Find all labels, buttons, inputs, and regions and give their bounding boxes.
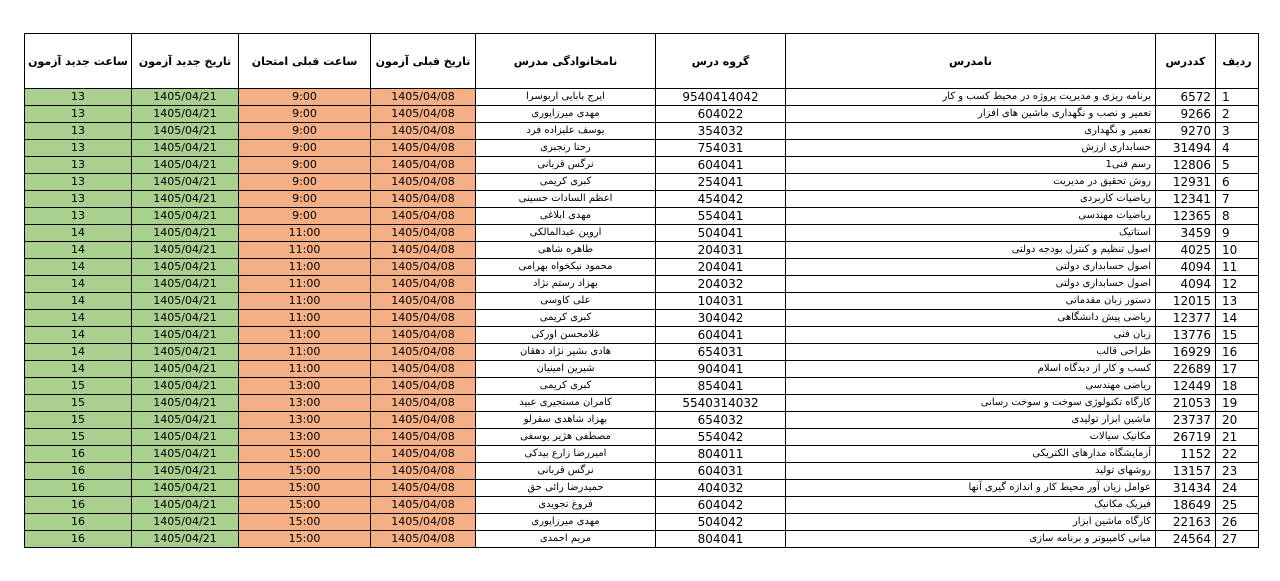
cell-prev-date: 1405/04/08: [371, 191, 476, 208]
cell-new-date: 1405/04/21: [132, 361, 239, 378]
cell-prev-time: 13:00: [239, 395, 371, 412]
cell-code: 9270: [1156, 123, 1216, 140]
cell-new-date: 1405/04/21: [132, 378, 239, 395]
cell-new-time: 13: [25, 174, 132, 191]
cell-new-date: 1405/04/21: [132, 480, 239, 497]
cell-prev-time: 9:00: [239, 123, 371, 140]
cell-index: 19: [1216, 395, 1259, 412]
cell-new-time: 14: [25, 276, 132, 293]
table-row: [25, 106, 1259, 123]
cell-teacher: یوسف علیزاده فرد: [476, 123, 656, 140]
cell-code: 21053: [1156, 395, 1216, 412]
cell-new-date: 1405/04/21: [132, 123, 239, 140]
header-teacher: نامخانوادگی مدرس: [476, 34, 656, 89]
cell-index: 27: [1216, 531, 1259, 548]
cell-teacher: محمود نیکخواه بهرامی: [476, 259, 656, 276]
cell-prev-date: 1405/04/08: [371, 259, 476, 276]
cell-prev-date: 1405/04/08: [371, 497, 476, 514]
cell-course: اصول حسابداری دولتی: [786, 259, 1156, 276]
cell-course: ماشین ابزار تولیدی: [786, 412, 1156, 429]
cell-course: رسم فنی1: [786, 157, 1156, 174]
cell-group: 804041: [656, 531, 786, 548]
cell-prev-date: 1405/04/08: [371, 174, 476, 191]
cell-index: 15: [1216, 327, 1259, 344]
cell-code: 4025: [1156, 242, 1216, 259]
cell-prev-time: 15:00: [239, 463, 371, 480]
cell-index: 26: [1216, 514, 1259, 531]
cell-new-time: 16: [25, 497, 132, 514]
cell-new-date: 1405/04/21: [132, 395, 239, 412]
cell-code: 6572: [1156, 89, 1216, 106]
cell-prev-date: 1405/04/08: [371, 429, 476, 446]
cell-prev-date: 1405/04/08: [371, 327, 476, 344]
cell-index: 20: [1216, 412, 1259, 429]
cell-code: 22163: [1156, 514, 1216, 531]
cell-course: ریاضیات مهندسی: [786, 208, 1156, 225]
cell-course: زبان فنی: [786, 327, 1156, 344]
cell-prev-time: 9:00: [239, 174, 371, 191]
cell-prev-time: 9:00: [239, 208, 371, 225]
table-row: [25, 395, 1259, 412]
cell-group: 654032: [656, 412, 786, 429]
table-row: [25, 497, 1259, 514]
cell-teacher: نرگس قربانی: [476, 463, 656, 480]
cell-new-date: 1405/04/21: [132, 514, 239, 531]
cell-new-time: 13: [25, 208, 132, 225]
cell-code: 9266: [1156, 106, 1216, 123]
cell-prev-time: 11:00: [239, 361, 371, 378]
cell-group: 904041: [656, 361, 786, 378]
cell-prev-time: 11:00: [239, 242, 371, 259]
cell-course: ریاضیات کاربردی: [786, 191, 1156, 208]
cell-code: 3459: [1156, 225, 1216, 242]
cell-prev-time: 15:00: [239, 531, 371, 548]
cell-group: 104031: [656, 293, 786, 310]
cell-new-date: 1405/04/21: [132, 208, 239, 225]
cell-code: 22689: [1156, 361, 1216, 378]
cell-prev-date: 1405/04/08: [371, 242, 476, 259]
cell-group: 554041: [656, 208, 786, 225]
cell-course: کارگاه تکنولوژی سوخت و سوخت رسانی: [786, 395, 1156, 412]
cell-course: کارگاه ماشین ابزار: [786, 514, 1156, 531]
table-row: [25, 191, 1259, 208]
cell-course: کسب و کار از دیدگاه اسلام: [786, 361, 1156, 378]
cell-teacher: نرگس قربانی: [476, 157, 656, 174]
table-row: [25, 276, 1259, 293]
cell-new-time: 16: [25, 480, 132, 497]
cell-teacher: رحنا رنجبری: [476, 140, 656, 157]
cell-prev-time: 11:00: [239, 310, 371, 327]
table-body: [25, 89, 1259, 548]
table-row: [25, 157, 1259, 174]
table-row: [25, 208, 1259, 225]
cell-new-date: 1405/04/21: [132, 140, 239, 157]
cell-prev-date: 1405/04/08: [371, 106, 476, 123]
cell-teacher: فروغ تجویدی: [476, 497, 656, 514]
cell-prev-time: 13:00: [239, 429, 371, 446]
cell-new-date: 1405/04/21: [132, 191, 239, 208]
cell-index: 14: [1216, 310, 1259, 327]
table-row: [25, 259, 1259, 276]
cell-teacher: مصطفی هژیر یوسفی: [476, 429, 656, 446]
cell-new-time: 13: [25, 140, 132, 157]
cell-new-date: 1405/04/21: [132, 259, 239, 276]
cell-new-date: 1405/04/21: [132, 106, 239, 123]
cell-teacher: شیرین امینیان: [476, 361, 656, 378]
cell-code: 12931: [1156, 174, 1216, 191]
cell-prev-date: 1405/04/08: [371, 123, 476, 140]
table-row: [25, 429, 1259, 446]
cell-new-time: 15: [25, 395, 132, 412]
cell-teacher: کبری کریمی: [476, 378, 656, 395]
cell-prev-date: 1405/04/08: [371, 208, 476, 225]
cell-index: 12: [1216, 276, 1259, 293]
cell-index: 24: [1216, 480, 1259, 497]
cell-index: 23: [1216, 463, 1259, 480]
cell-prev-date: 1405/04/08: [371, 480, 476, 497]
cell-code: 18649: [1156, 497, 1216, 514]
table-row: [25, 310, 1259, 327]
cell-prev-time: 11:00: [239, 344, 371, 361]
cell-prev-date: 1405/04/08: [371, 310, 476, 327]
cell-new-time: 14: [25, 361, 132, 378]
cell-prev-date: 1405/04/08: [371, 531, 476, 548]
cell-prev-date: 1405/04/08: [371, 276, 476, 293]
cell-prev-time: 9:00: [239, 157, 371, 174]
cell-prev-date: 1405/04/08: [371, 89, 476, 106]
cell-group: 804011: [656, 446, 786, 463]
table-row: [25, 89, 1259, 106]
cell-course: مبانی کامپیوتر و برنامه سازی: [786, 531, 1156, 548]
cell-code: 31494: [1156, 140, 1216, 157]
cell-prev-date: 1405/04/08: [371, 140, 476, 157]
cell-teacher: مهدی میرزاپوری: [476, 514, 656, 531]
cell-index: 1: [1216, 89, 1259, 106]
cell-course: طراحی قالب: [786, 344, 1156, 361]
table-row: [25, 463, 1259, 480]
table-row: [25, 514, 1259, 531]
cell-new-time: 13: [25, 89, 132, 106]
cell-prev-time: 15:00: [239, 497, 371, 514]
cell-course: روش تحقیق در مدیریت: [786, 174, 1156, 191]
cell-index: 9: [1216, 225, 1259, 242]
cell-new-date: 1405/04/21: [132, 412, 239, 429]
header-code: كددرس: [1156, 34, 1216, 89]
cell-code: 12806: [1156, 157, 1216, 174]
cell-new-date: 1405/04/21: [132, 276, 239, 293]
cell-course: تعمیر و نصب و نگهداری ماشین های افزار: [786, 106, 1156, 123]
cell-index: 25: [1216, 497, 1259, 514]
header-prev-time: ساعت قبلی امتحان: [239, 34, 371, 89]
cell-teacher: طاهره شاهی: [476, 242, 656, 259]
cell-new-time: 14: [25, 310, 132, 327]
cell-new-time: 13: [25, 191, 132, 208]
table-row: [25, 293, 1259, 310]
table-row: [25, 531, 1259, 548]
cell-teacher: اروین عبدالمالکی: [476, 225, 656, 242]
cell-course: ریاضی مهندسی: [786, 378, 1156, 395]
table-row: [25, 361, 1259, 378]
cell-prev-time: 13:00: [239, 412, 371, 429]
cell-code: 12365: [1156, 208, 1216, 225]
cell-new-time: 13: [25, 123, 132, 140]
cell-code: 12449: [1156, 378, 1216, 395]
header-new-date: تاریخ جدید آزمون: [132, 34, 239, 89]
cell-prev-time: 15:00: [239, 446, 371, 463]
cell-group: 604042: [656, 497, 786, 514]
cell-course: اصول حسابداری دولتی: [786, 276, 1156, 293]
table-row: [25, 378, 1259, 395]
cell-group: 754031: [656, 140, 786, 157]
cell-index: 11: [1216, 259, 1259, 276]
cell-teacher: علی کاوسی: [476, 293, 656, 310]
cell-prev-date: 1405/04/08: [371, 157, 476, 174]
cell-group: 604022: [656, 106, 786, 123]
cell-prev-date: 1405/04/08: [371, 395, 476, 412]
cell-teacher: اعظم السادات حسینی: [476, 191, 656, 208]
cell-group: 504042: [656, 514, 786, 531]
header-group: گروه درس: [656, 34, 786, 89]
cell-prev-date: 1405/04/08: [371, 361, 476, 378]
cell-new-time: 16: [25, 531, 132, 548]
cell-new-time: 15: [25, 429, 132, 446]
cell-code: 23737: [1156, 412, 1216, 429]
cell-new-date: 1405/04/21: [132, 310, 239, 327]
cell-prev-time: 15:00: [239, 514, 371, 531]
table-row: [25, 140, 1259, 157]
cell-prev-time: 9:00: [239, 89, 371, 106]
cell-course: آزمایشگاه مدارهای الکتریکی: [786, 446, 1156, 463]
cell-prev-time: 11:00: [239, 293, 371, 310]
exam-schedule: [24, 33, 1259, 548]
table-row: [25, 242, 1259, 259]
cell-teacher: ایرج بابایی اربوسرا: [476, 89, 656, 106]
cell-course: اصول تنظیم و کنترل بودجه دولتی: [786, 242, 1156, 259]
cell-new-date: 1405/04/21: [132, 174, 239, 191]
cell-prev-date: 1405/04/08: [371, 514, 476, 531]
cell-code: 12015: [1156, 293, 1216, 310]
cell-new-date: 1405/04/21: [132, 463, 239, 480]
cell-group: 404032: [656, 480, 786, 497]
cell-prev-time: 9:00: [239, 106, 371, 123]
cell-new-time: 14: [25, 327, 132, 344]
cell-group: 204031: [656, 242, 786, 259]
cell-prev-date: 1405/04/08: [371, 225, 476, 242]
cell-prev-date: 1405/04/08: [371, 344, 476, 361]
cell-group: 554042: [656, 429, 786, 446]
cell-new-time: 15: [25, 378, 132, 395]
cell-group: 204032: [656, 276, 786, 293]
cell-code: 12377: [1156, 310, 1216, 327]
exam-schedule-table: [24, 33, 1259, 548]
cell-index: 22: [1216, 446, 1259, 463]
cell-new-time: 16: [25, 463, 132, 480]
cell-prev-date: 1405/04/08: [371, 463, 476, 480]
cell-code: 13776: [1156, 327, 1216, 344]
cell-teacher: غلامحسن اورکی: [476, 327, 656, 344]
cell-group: 604041: [656, 157, 786, 174]
cell-new-date: 1405/04/21: [132, 89, 239, 106]
table-row: [25, 344, 1259, 361]
cell-code: 24564: [1156, 531, 1216, 548]
cell-new-time: 16: [25, 446, 132, 463]
cell-group: 354032: [656, 123, 786, 140]
cell-new-date: 1405/04/21: [132, 429, 239, 446]
table-row: [25, 174, 1259, 191]
cell-code: 13157: [1156, 463, 1216, 480]
header-prev-date: تاریخ قبلی آزمون: [371, 34, 476, 89]
table-row: [25, 446, 1259, 463]
cell-index: 4: [1216, 140, 1259, 157]
cell-index: 8: [1216, 208, 1259, 225]
cell-new-time: 15: [25, 412, 132, 429]
cell-group: 654031: [656, 344, 786, 361]
header-index: رديف: [1216, 34, 1259, 89]
cell-group: 504041: [656, 225, 786, 242]
table-row: [25, 123, 1259, 140]
cell-prev-date: 1405/04/08: [371, 293, 476, 310]
cell-teacher: کامران مستجیری عبید: [476, 395, 656, 412]
cell-teacher: کبری کریمی: [476, 310, 656, 327]
cell-group: 9540414042: [656, 89, 786, 106]
cell-prev-time: 9:00: [239, 140, 371, 157]
cell-prev-date: 1405/04/08: [371, 412, 476, 429]
cell-code: 16929: [1156, 344, 1216, 361]
cell-index: 7: [1216, 191, 1259, 208]
cell-course: روشهای تولید: [786, 463, 1156, 480]
cell-new-time: 14: [25, 293, 132, 310]
cell-teacher: هادی بشیر نژاد دهقان: [476, 344, 656, 361]
cell-new-time: 13: [25, 157, 132, 174]
cell-teacher: بهزاد رستم نژاد: [476, 276, 656, 293]
cell-course: برنامه ریزی و مدیریت پروژه در محیط کسب و کار: [786, 89, 1156, 106]
cell-group: 454042: [656, 191, 786, 208]
cell-teacher: کبری کریمی: [476, 174, 656, 191]
header-new-time: ساعت جدید آزمون: [25, 34, 132, 89]
cell-group: 604041: [656, 327, 786, 344]
cell-code: 1152: [1156, 446, 1216, 463]
cell-new-date: 1405/04/21: [132, 157, 239, 174]
cell-group: 204041: [656, 259, 786, 276]
cell-code: 26719: [1156, 429, 1216, 446]
cell-group: 604031: [656, 463, 786, 480]
cell-group: 254041: [656, 174, 786, 191]
cell-new-date: 1405/04/21: [132, 293, 239, 310]
cell-course: استاتیک: [786, 225, 1156, 242]
cell-new-date: 1405/04/21: [132, 242, 239, 259]
cell-index: 2: [1216, 106, 1259, 123]
cell-prev-date: 1405/04/08: [371, 378, 476, 395]
cell-index: 10: [1216, 242, 1259, 259]
cell-new-time: 14: [25, 344, 132, 361]
cell-new-date: 1405/04/21: [132, 446, 239, 463]
cell-new-date: 1405/04/21: [132, 344, 239, 361]
cell-group: 304042: [656, 310, 786, 327]
cell-course: تعمیر و نگهداری: [786, 123, 1156, 140]
cell-course: حسابداری ارزش: [786, 140, 1156, 157]
cell-teacher: مریم احمدی: [476, 531, 656, 548]
cell-new-time: 14: [25, 225, 132, 242]
cell-course: مکانیک سیالات: [786, 429, 1156, 446]
cell-new-time: 16: [25, 514, 132, 531]
cell-prev-time: 15:00: [239, 480, 371, 497]
cell-course: ریاضی پیش دانشگاهی: [786, 310, 1156, 327]
cell-group: 854041: [656, 378, 786, 395]
cell-prev-time: 11:00: [239, 225, 371, 242]
table-row: [25, 327, 1259, 344]
cell-course: فیزیک مکانیک: [786, 497, 1156, 514]
cell-prev-time: 9:00: [239, 191, 371, 208]
cell-group: 5540314032: [656, 395, 786, 412]
cell-code: 12341: [1156, 191, 1216, 208]
cell-course: دستور زبان مقدماتی: [786, 293, 1156, 310]
cell-new-date: 1405/04/21: [132, 225, 239, 242]
cell-prev-time: 13:00: [239, 378, 371, 395]
cell-new-time: 13: [25, 106, 132, 123]
cell-new-time: 14: [25, 259, 132, 276]
cell-index: 18: [1216, 378, 1259, 395]
cell-index: 5: [1216, 157, 1259, 174]
cell-course: عوامل زیان آور محیط کار و اندازه گیری آنها: [786, 480, 1156, 497]
cell-index: 3: [1216, 123, 1259, 140]
cell-index: 17: [1216, 361, 1259, 378]
cell-code: 4094: [1156, 276, 1216, 293]
cell-teacher: مهدی ابلاغی: [476, 208, 656, 225]
cell-index: 6: [1216, 174, 1259, 191]
table-row: [25, 225, 1259, 242]
cell-code: 31434: [1156, 480, 1216, 497]
cell-index: 16: [1216, 344, 1259, 361]
cell-new-date: 1405/04/21: [132, 497, 239, 514]
cell-teacher: حمیدرضا رائی حق: [476, 480, 656, 497]
header-row: [25, 34, 1259, 89]
cell-teacher: مهدی میرزاپوری: [476, 106, 656, 123]
cell-teacher: بهزاد شاهدی سقرلو: [476, 412, 656, 429]
cell-prev-time: 11:00: [239, 327, 371, 344]
cell-index: 13: [1216, 293, 1259, 310]
table-row: [25, 480, 1259, 497]
cell-teacher: امیررضا زارع بیدکی: [476, 446, 656, 463]
cell-code: 4094: [1156, 259, 1216, 276]
cell-prev-time: 11:00: [239, 259, 371, 276]
header-course: نامدرس: [786, 34, 1156, 89]
cell-index: 21: [1216, 429, 1259, 446]
table-row: [25, 412, 1259, 429]
cell-new-date: 1405/04/21: [132, 531, 239, 548]
cell-prev-time: 11:00: [239, 276, 371, 293]
cell-prev-date: 1405/04/08: [371, 446, 476, 463]
cell-new-time: 14: [25, 242, 132, 259]
cell-new-date: 1405/04/21: [132, 327, 239, 344]
